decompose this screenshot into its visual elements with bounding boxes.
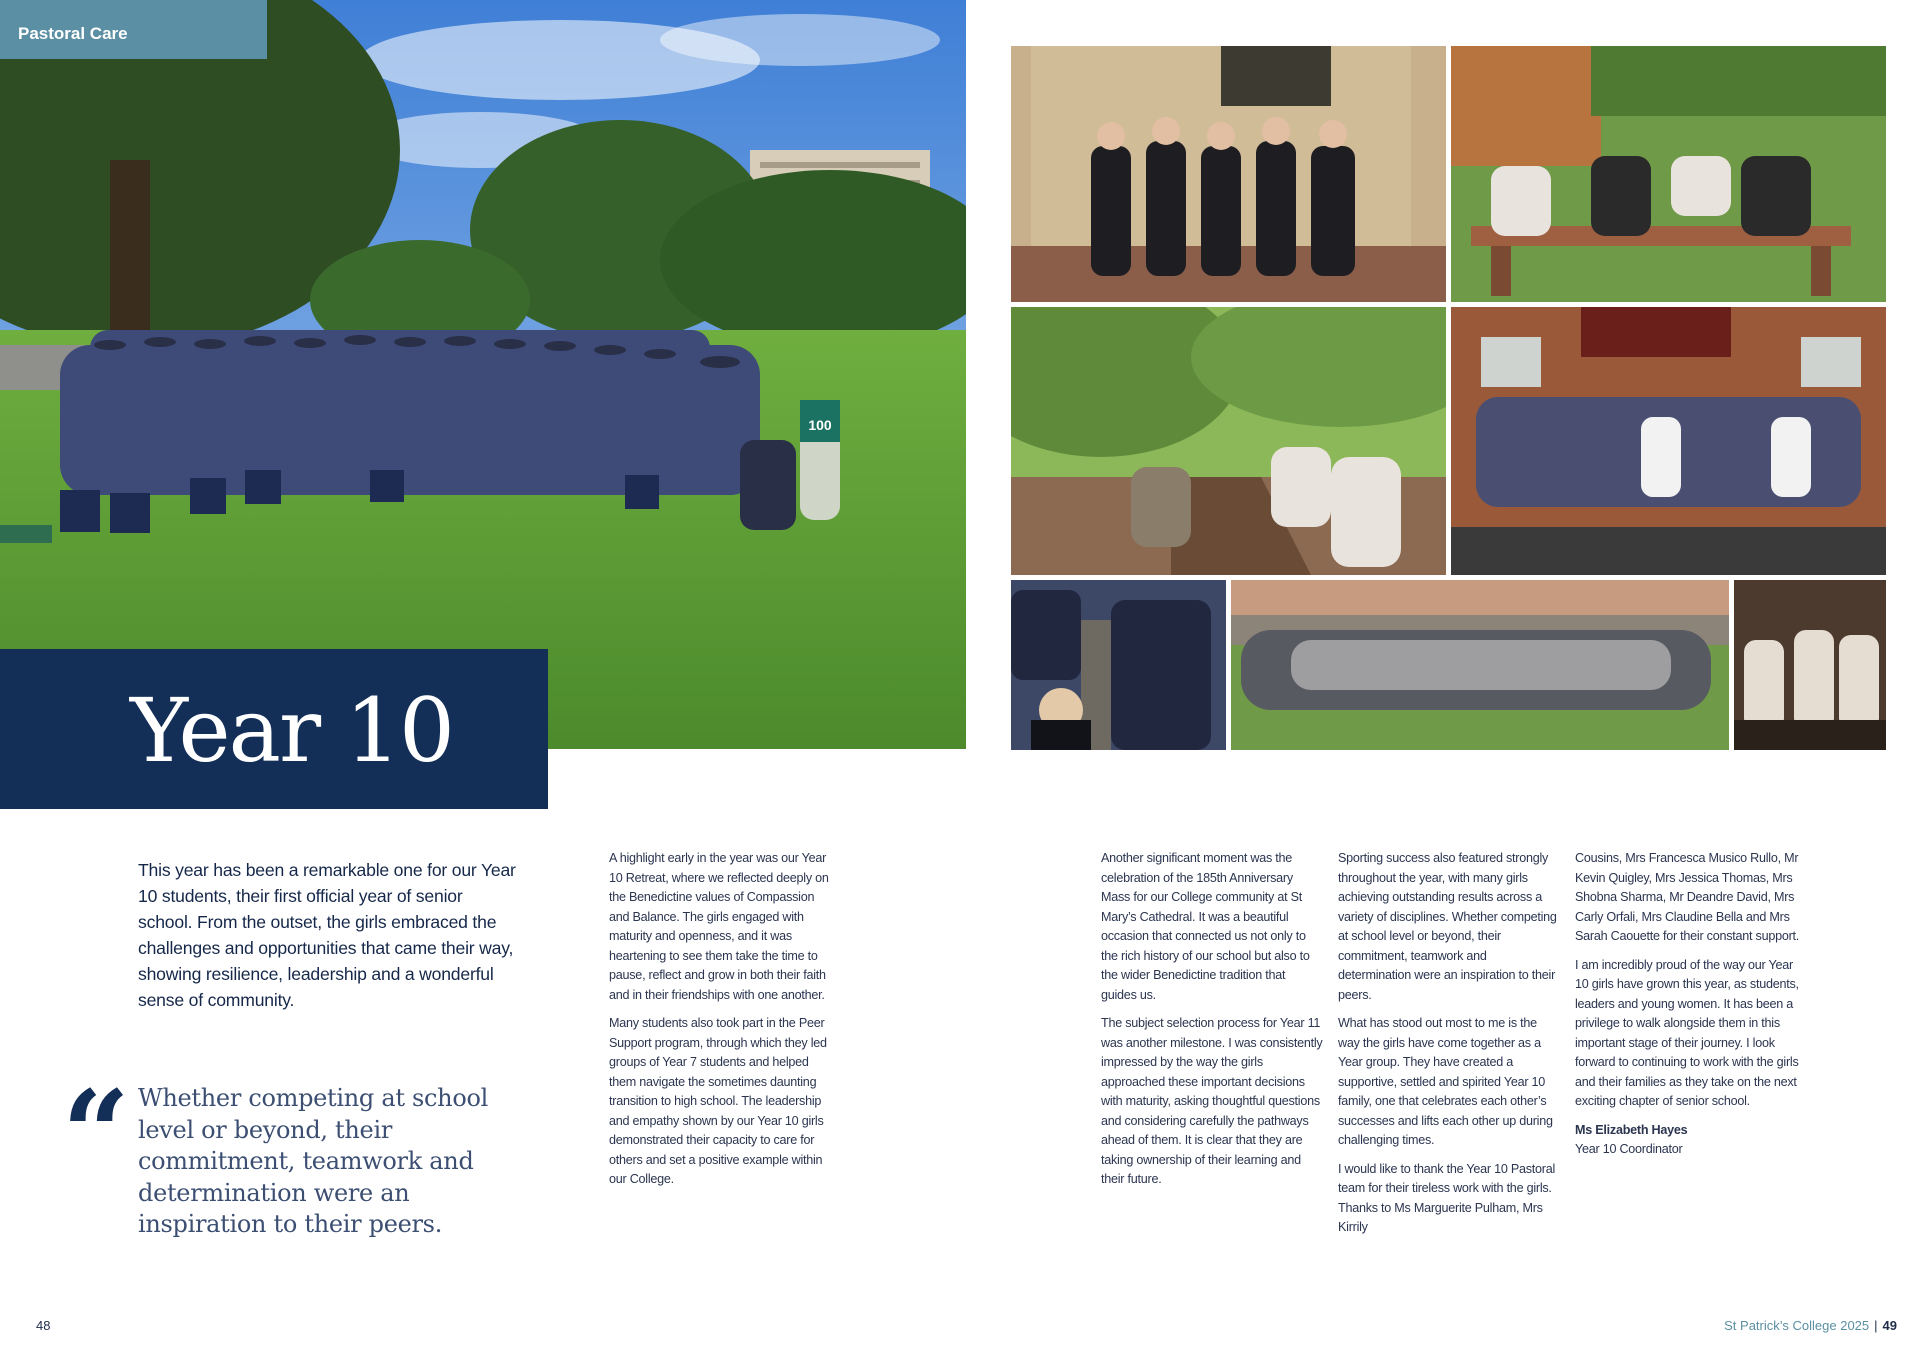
collage-photo-7: [1734, 580, 1886, 750]
paragraph: What has stood out most to me is the way the girls have come together as a Year group. They have created a supportive, settled and spirited Year 10 family, one that celebrates each other’s successes and lifts each other up during challenging times.: [1338, 1016, 1553, 1147]
collage-photo-4: [1451, 307, 1886, 575]
publication-name: St Patrick’s College 2025: [1724, 1318, 1870, 1333]
paragraph: Sporting success also featured strongly throughout the year, with many girls achieving outstanding results across a variety of disciplines. Whether competing at school level or beyond, their commitment, teamwork and determination were an inspiration to their peers.: [1338, 851, 1557, 1002]
page-number-right: 49: [1882, 1318, 1897, 1333]
signature-name: Ms Elizabeth Hayes: [1575, 1122, 1688, 1137]
signature-role: Year 10 Coordinator: [1575, 1142, 1683, 1156]
paragraph: The subject selection process for Year 11 was another milestone. I was consistently impressed by the way the girls approached these important decisions with maturity, asking thoughtful questions and considering carefully the pathways ahead of them. It is clear that they are taking ownership of their learning and their future.: [1101, 1016, 1323, 1186]
collage-photo-3: [1011, 307, 1446, 575]
quote-mark: “: [62, 1064, 130, 1203]
paragraph: Another significant moment was the celebration of the 185th Anniversary Mass for our College community at St Mary’s Cathedral. It was a beautiful occasion that connected us not only to the rich history of our school but also to the wider Benedictine tradition that guides us.: [1101, 851, 1310, 1002]
paragraph: A highlight early in the year was our Year 10 Retreat, where we reflected deeply on the Benedictine values of Compassion and Balance. The girls engaged with maturity and openness, and it was heartening to see them take the time to pause, reflect and grow in both their faith and in their friendships with one another.: [609, 851, 829, 1002]
hero-photo-group: [0, 0, 966, 749]
paragraph: Cousins, Mrs Francesca Musico Rullo, Mr Kevin Quigley, Mrs Jessica Thomas, Mrs Shobna Sharma, Mr Deandre David, Mrs Carly Orfali, Mrs Claudine Bella and Mrs Sarah Caouette for their constant support.: [1575, 851, 1800, 943]
intro-paragraph: This year has been a remarkable one for our Year 10 students, their first official year of senior school. From the outset, the girls embraced the challenges and opportunities that came their way, showing resilience, leadership and a wonderful sense of community.: [138, 860, 516, 1010]
text-column-2: [1101, 849, 1324, 1199]
text-column-3: [1338, 849, 1561, 1247]
section-tab: Pastoral Care: [0, 0, 267, 59]
paragraph: I am incredibly proud of the way our Year 10 girls have grown this year, as students, leaders and young women. It has been a privilege to walk alongside them in this important stage of their journey. I look forward to continuing to work with the girls and their families as they take on the next exciting chapter of senior school.: [1575, 957, 1799, 1108]
collage-photo-6: [1231, 580, 1729, 750]
collage-photo-5: [1011, 580, 1226, 750]
footer-separator: |: [1874, 1318, 1878, 1333]
paragraph: I would like to thank the Year 10 Pastoral team for their tireless work with the girls. Thanks to Ms Marguerite Pulham, Mrs Kirrily: [1338, 1161, 1556, 1234]
title-block: [0, 649, 548, 809]
paragraph: Many students also took part in the Peer Support program, through which they led groups of Year 7 students and helped them navigate the sometimes daunting transition to high school. The leadership and empathy shown by our Year 10 girls demonstrated their capacity to care for others and set a positive example within our College.: [609, 1016, 827, 1186]
pull-quote: Whether competing at school level or beyond, their commitment, teamwork and determination were an inspiration to their peers.: [138, 1084, 488, 1238]
footer-right: [1724, 1318, 1897, 1333]
hero-sign-label: 100: [808, 417, 832, 433]
text-column-4: [1575, 849, 1800, 1160]
text-column-1: [609, 849, 834, 1199]
collage-photo-2: [1451, 46, 1886, 302]
page-title: Year 10: [130, 679, 454, 782]
signature: [1575, 1121, 1800, 1160]
page-number-left: 48: [36, 1318, 51, 1333]
collage-photo-1: [1011, 46, 1446, 302]
